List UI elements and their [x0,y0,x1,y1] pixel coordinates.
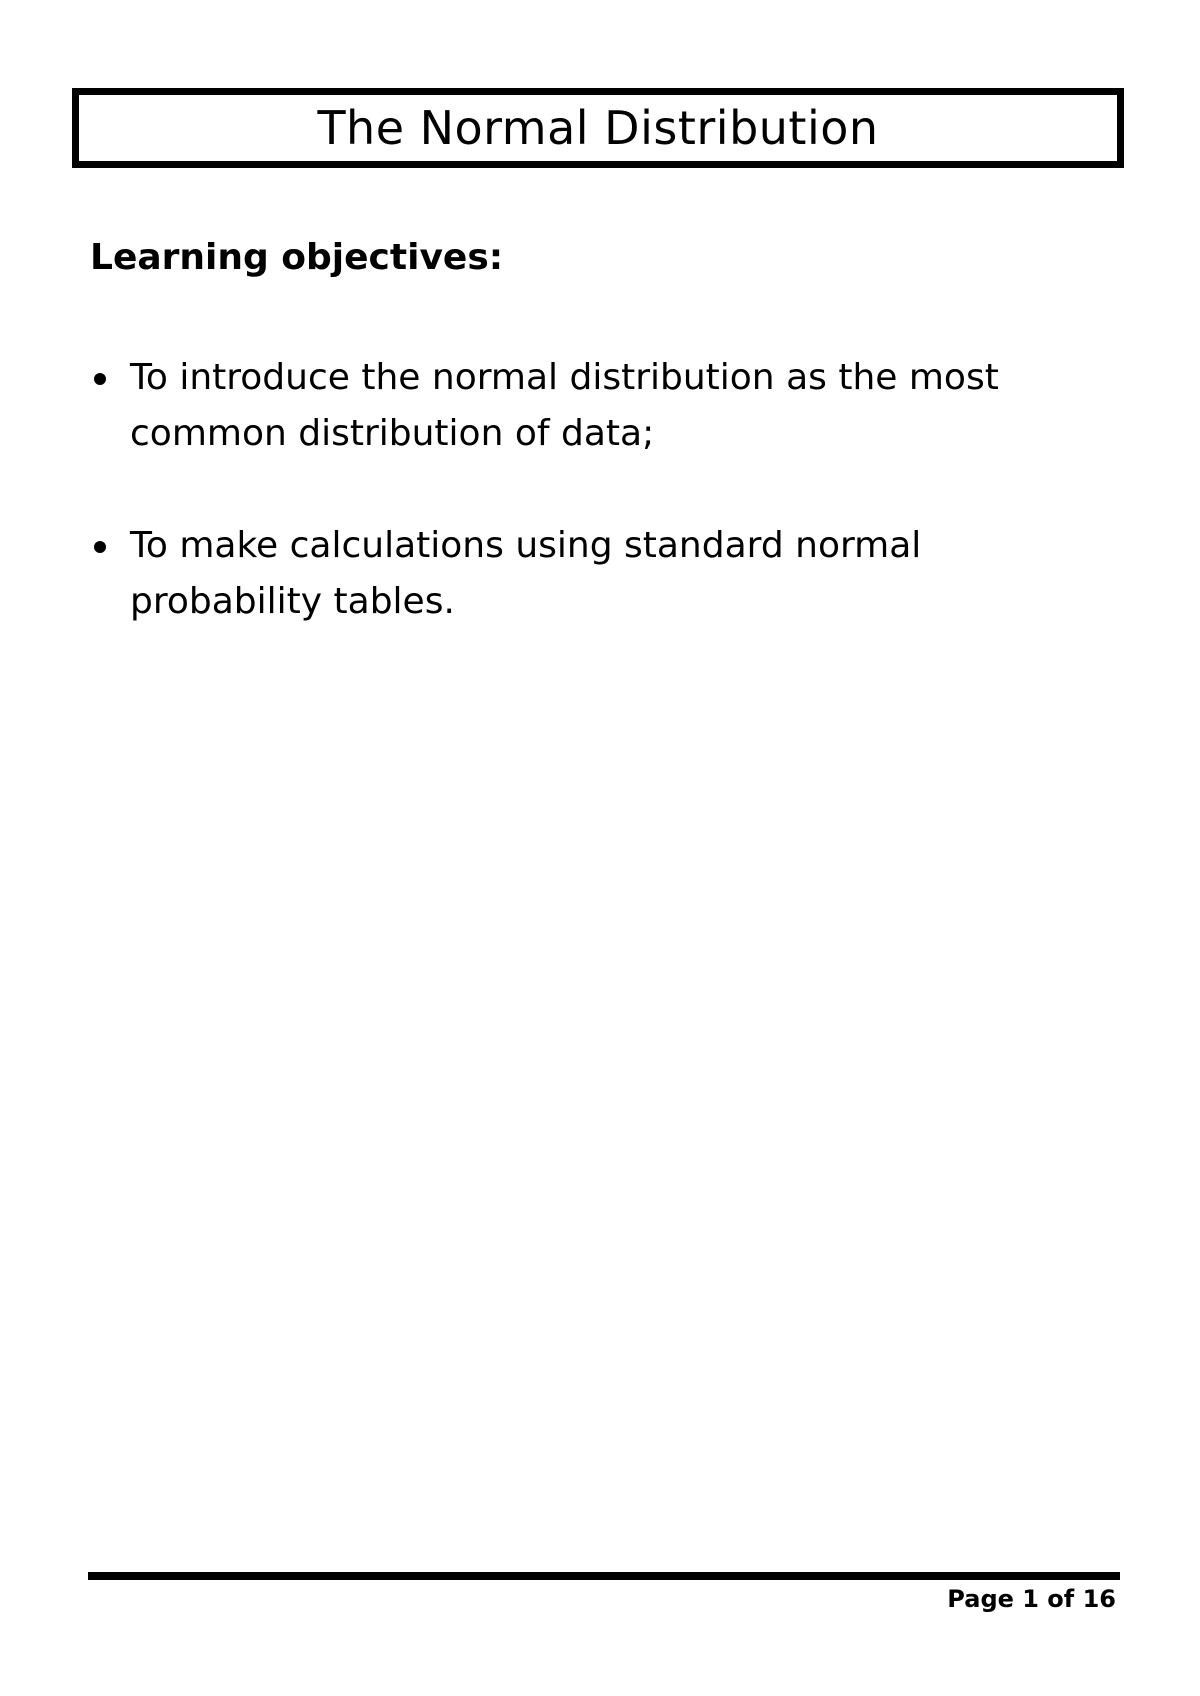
title-box [72,88,1124,168]
objectives-heading: Learning objectives: [90,237,504,278]
bullet-icon [94,373,106,385]
page-number: Page 1 of 16 [947,1585,1116,1613]
footer-divider [88,1572,1120,1580]
objective-item [90,518,1090,630]
bullet-icon [94,541,106,553]
page-title: The Normal Distribution [317,101,879,155]
objective-text: To introduce the normal distribution as the most common distribution of data; [130,357,999,454]
objectives-list [90,350,1090,686]
objective-text: To make calculations using standard normal probability tables. [130,525,922,622]
objective-item [90,350,1090,462]
